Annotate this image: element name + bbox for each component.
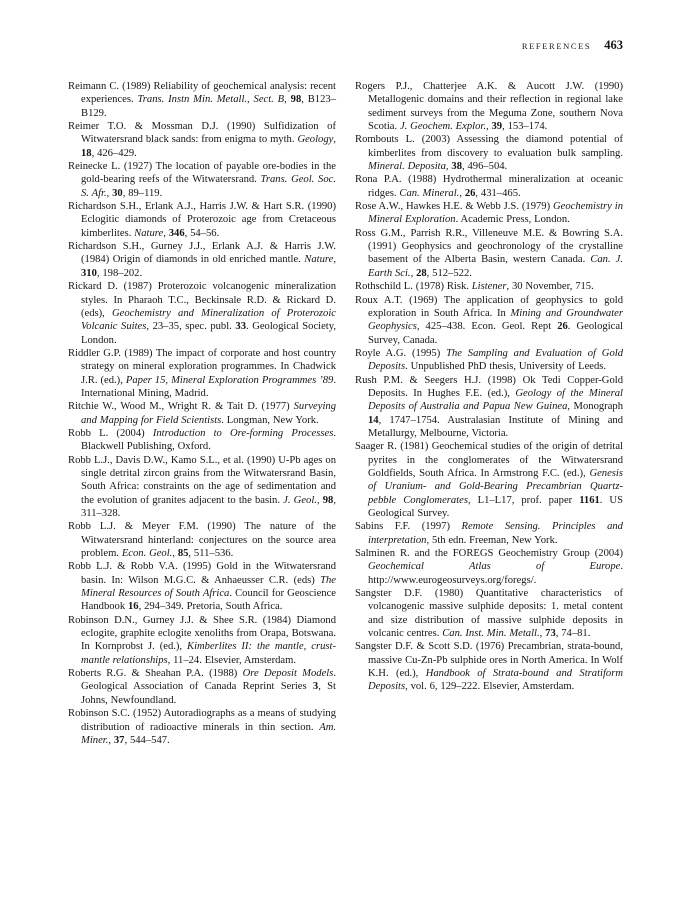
reference-title-italic: Geochemistry in Mineral Exploration (368, 201, 623, 226)
reference-title-italic: Trans. Instn Min. Metall., Sect. B (137, 94, 285, 106)
reference-entry (355, 440, 623, 520)
reference-entry (68, 454, 336, 521)
reference-text: , (333, 134, 336, 146)
reference-title-italic: Handbook of Strata-bound and Stratiform Deposits (368, 668, 623, 693)
reference-volume-bold: 26 (557, 321, 568, 333)
reference-entry (355, 520, 623, 547)
reference-text: , (316, 494, 323, 506)
reference-volume-bold: 26 (464, 187, 476, 199)
reference-volume-bold: 1161 (579, 494, 600, 506)
reference-volume-bold: 39 (491, 121, 503, 133)
reference-title-italic: Mineral. Deposita (368, 161, 446, 173)
reference-title-italic: Econ. Geol. (121, 548, 173, 560)
page-number: 463 (604, 38, 623, 52)
reference-text: . US Geological Survey. (368, 494, 623, 519)
reference-volume-bold: 30 (112, 187, 123, 199)
reference-text: Riddler G.P. (1989) The impact of corporate and host country strategy on mineral exploration programmes. In Chadwick J.R. (ed.), (68, 347, 336, 386)
reference-text: Robb L.J. & Meyer F.M. (1990) The nature of the Witwatersrand hinterland: conjectures on the source area problem. (68, 521, 336, 560)
reference-text: , 425–438. Econ. Geol. Rept (416, 321, 558, 333)
reference-entry (68, 200, 336, 240)
reference-text: , (459, 187, 465, 199)
reference-title-italic: Can. Inst. Min. Metall. (442, 628, 540, 640)
reference-volume-bold: 33 (235, 321, 246, 333)
reference-text: , 30 November, 715. (506, 281, 594, 293)
reference-text: , 89–119. (122, 187, 163, 199)
reference-entry (68, 120, 336, 160)
reference-volume-bold: 28 (416, 267, 427, 279)
reference-text: . International Mining, Madrid. (81, 374, 336, 399)
reference-text: Sabins F.F. (1997) (355, 521, 462, 533)
reference-title-italic: The Mineral Resources of South Africa (81, 574, 336, 600)
reference-text: . Academic Press, London. (455, 214, 570, 226)
reference-text: , 153–174. (502, 121, 548, 133)
reference-entry (355, 547, 623, 587)
reference-text: Sangster D.F. & Scott S.D. (1976) Precambrian, strata-bound, massive Cu-Zn-Pb sulphide ores in North America. In Wolf K.H. (ed.), (355, 641, 623, 680)
reference-text: , 5th edn. Freeman, New York. (426, 534, 558, 546)
reference-volume-bold: 14 (368, 414, 379, 426)
reference-text: Richardson S.H., Erlank A.J., Harris J.W. & Hart S.R. (1990) Eclogitic diamonds of Proterozoic age from Cretaceous kimberlites. (68, 201, 336, 239)
reference-text: , (284, 94, 291, 106)
reference-text: , (106, 187, 113, 199)
reference-text: , (445, 161, 452, 173)
reference-text: Rogers P.J., Chatterjee A.K. & Aucott J.W. (1990) Metallogenic domains and their reflection in regional lake sediment surveys from the Meguma Zone, southern Nova Scotia. (355, 81, 623, 133)
reference-title-italic: Can. Mineral. (399, 187, 460, 199)
reference-entry (68, 520, 336, 560)
reference-text: , 544–547. (124, 734, 170, 746)
reference-text: . Geological Society, London. (81, 321, 336, 346)
reference-text: Sangster D.F. (1980) Quantitative characteristics of volcanogenic massive sulphide deposits: 1. metal content and size distribution of massive sulphide deposits in volcanic centres. (355, 588, 623, 640)
reference-text: , 1747–1754. Australasian Institute of Mining and Metallurgy, Melbourne, Victoria. (368, 414, 623, 439)
reference-title-italic: Kimberlites II: the mantle, crust-mantle relationships (81, 641, 336, 666)
reference-text: , 311–328. (81, 494, 336, 519)
reference-volume-bold: 37 (113, 734, 125, 746)
reference-text: , vol. 6, 129–222. Elsevier, Amsterdam. (405, 681, 575, 693)
reference-text: , 294–349. Pretoria, South Africa. (138, 601, 283, 613)
reference-text: , 54–56. (184, 227, 220, 239)
reference-text: Robinson S.C. (1952) Autoradiographs as a means of studying distribution of radioactive minerals in thin section. (68, 708, 336, 733)
reference-text: , 23–35, spec. publ. (146, 321, 236, 333)
reference-title-italic: Geochemical Atlas of Europe (368, 561, 621, 573)
reference-entry (68, 707, 336, 747)
reference-volume-bold: 98 (290, 94, 302, 106)
reference-title-italic: Introduction to Ore-forming Processes (152, 427, 334, 439)
reference-title-italic: Listener (471, 281, 507, 293)
reference-title-italic: Trans. Geol. Soc. S. Afr. (81, 174, 336, 199)
reference-text: . Council for Geoscience Handbook (81, 588, 336, 613)
reference-text: Ritchie W., Wood M., Wright R. & Tait D. (1977) (68, 401, 294, 413)
reference-title-italic: Geology of the Mineral Deposits of Australia and Papua New Guinea (368, 387, 623, 413)
reference-text: , 198–202. (96, 267, 143, 279)
reference-text: Saager R. (1981) Geochemical studies of the origin of detrital pyrites in the conglomerates of the Witwatersrand Goldfields, South Africa. In Armstrong F.C. (ed.), (355, 441, 623, 479)
reference-entry (68, 240, 336, 280)
reference-text: Rombouts L. (2003) Assessing the diamond potential of kimberlites from discovery to evaluation bulk sampling. (355, 134, 623, 159)
reference-text: Robb L.J., Davis D.W., Kamo S.L., et al. (1990) U-Pb ages on single detrital zircon grains from the Witwatersrand Basin, South Africa: constraints on the age of sedimentation and the evolution of granites adjacent to the basin. (68, 454, 336, 506)
reference-entry (68, 560, 336, 613)
reference-text: Rothschild L. (1978) Risk. (355, 281, 472, 293)
reference-text: , B123–B129. (81, 94, 336, 119)
reference-text: Rickard D. (1987) Proterozoic volcanogenic mineralization styles. In Pharaoh T.C., Beckinsale R.D. & Rickard D. (eds), (68, 281, 336, 319)
reference-entry (355, 80, 623, 133)
reference-text: Ross G.M., Parrish R.R., Villeneuve M.E. & Bowring S.A. (1991) Geophysics and geochronology of the crystalline basement of the Alberta Basin, western Canada. (355, 227, 623, 266)
reference-entry (355, 227, 623, 280)
reference-title-italic: Nature (304, 254, 334, 266)
reference-title-italic: Am. Miner. (81, 721, 336, 746)
reference-entry (355, 173, 623, 200)
reference-text: , 512–522. (426, 267, 472, 279)
reference-text: Rush P.M. & Seegers H.J. (1998) Ok Tedi Copper-Gold Deposits. In Hughes F.E. (ed.), (355, 374, 623, 399)
reference-entry (68, 160, 336, 200)
reference-text: . http://www.eurogeosurveys.org/foregs/. (368, 561, 623, 586)
reference-entry (68, 280, 336, 347)
reference-text: , Monograph (567, 401, 623, 413)
reference-title-italic: Remote Sensing. Principles and interpretation (368, 521, 623, 546)
page-header (68, 36, 623, 54)
reference-text: Reimer T.O. & Mossman D.J. (1990) Sulfidization of Witwatersrand black sands: from enigma to myth. (68, 121, 336, 146)
reference-entry (355, 294, 623, 347)
reference-title-italic: The Sampling and Evaluation of Gold Deposits (368, 347, 623, 373)
reference-text: Robb L.J. & Robb V.A. (1995) Gold in the Witwatersrand basin. In: Wilson M.G.C. & Anhaeusser C.R. (eds) (68, 561, 336, 586)
reference-text: Richardson S.H., Gurney J.J., Erlank A.J. & Harris J.W. (1984) Origin of diamonds in old enriched mantle. (68, 241, 336, 266)
reference-text: Robb L. (2004) (68, 427, 153, 439)
reference-entry (68, 667, 336, 707)
reference-text: , 11–24. Elsevier, Amsterdam. (167, 654, 296, 666)
reference-text: , St Johns, Newfoundland. (81, 681, 336, 706)
reference-text: Rona P.A. (1988) Hydrothermal mineralization at oceanic ridges. (355, 174, 623, 199)
reference-entry (355, 347, 623, 374)
reference-entry (355, 133, 623, 173)
reference-volume-bold: 85 (177, 548, 189, 560)
reference-entry (355, 280, 623, 293)
reference-text: , L1–L17, prof. paper (467, 494, 580, 506)
reference-text: , 74–81. (555, 628, 591, 640)
reference-text: , (172, 548, 178, 560)
reference-text: , (486, 121, 492, 133)
reference-title-italic: Geochemistry and Mineralization of Proterozoic Volcanic Suites (81, 307, 336, 333)
references-left-column (68, 80, 336, 747)
reference-title-italic: Ore Deposit Models (242, 668, 334, 680)
reference-text: Robinson D.N., Gurney J.J. & Shee S.R. (1984) Diamond eclogite, graphite eclogite xenoliths from Orapa, Botswana. In Kornprobst J. (ed.), (68, 614, 336, 653)
reference-entry (68, 427, 336, 454)
reference-entry (355, 374, 623, 441)
reference-text: . Unpublished PhD thesis, University of Leeds. (405, 361, 607, 373)
reference-text: , (333, 254, 336, 266)
reference-text: , 431–465. (475, 187, 521, 199)
reference-volume-bold: 98 (322, 494, 334, 506)
reference-text: Roberts R.G. & Sheahan P.A. (1988) (68, 668, 243, 680)
reference-title-italic: Geology (297, 134, 334, 146)
reference-text: . Geological Association of Canada Reprint Series (81, 668, 336, 693)
reference-text: , (108, 734, 114, 746)
reference-entry (355, 200, 623, 227)
reference-volume-bold: 18 (81, 147, 92, 159)
reference-text: , (163, 227, 169, 239)
reference-title-italic: Nature (134, 227, 164, 239)
reference-text: Reimann C. (1989) Reliability of geochemical analysis: recent experiences. (68, 81, 336, 106)
reference-text: , (539, 628, 546, 640)
reference-text: . Blackwell Publishing, Oxford. (81, 427, 336, 453)
reference-volume-bold: 346 (168, 227, 185, 239)
reference-entry (68, 614, 336, 667)
reference-entry (355, 587, 623, 640)
reference-volume-bold: 16 (127, 601, 139, 613)
running-title: REFERENCES (521, 41, 592, 51)
reference-text: Rose A.W., Hawkes H.E. & Webb J.S. (1979) (355, 201, 554, 213)
reference-title-italic: J. Geochem. Explor. (399, 121, 486, 133)
reference-volume-bold: 3 (312, 681, 319, 693)
reference-title-italic: Can. J. Earth Sci. (368, 254, 624, 279)
reference-volume-bold: 310 (81, 267, 97, 279)
reference-text: , 426–429. (91, 147, 137, 159)
references-columns (68, 80, 623, 747)
reference-text: Salminen R. and the FOREGS Geochemistry Group (2004) (355, 548, 623, 560)
references-right-column (355, 80, 623, 747)
reference-volume-bold: 38 (451, 161, 462, 173)
reference-text: , 496–504. (461, 161, 508, 173)
reference-title-italic: Surveying and Mapping for Field Scientists (81, 401, 336, 426)
reference-title-italic: J. Geol. (283, 494, 317, 506)
reference-entry (355, 640, 623, 693)
reference-text: Roux A.T. (1969) The application of geophysics to gold exploration in South Africa. In (355, 294, 623, 319)
reference-volume-bold: 73 (545, 628, 556, 640)
reference-title-italic: Paper 15, Mineral Exploration Programmes ’89 (125, 374, 334, 386)
reference-title-italic: Mining and Groundwater Geophysics (368, 307, 624, 333)
reference-entry (68, 400, 336, 427)
reference-title-italic: Genesis of Uranium- and Gold-Bearing Precambrian Quartz-pebble Conglomerates (368, 467, 623, 506)
reference-text: Royle A.G. (1995) (355, 347, 447, 359)
reference-text: , (410, 267, 417, 279)
reference-text: . Geological Survey, Canada. (368, 321, 623, 346)
reference-entry (68, 347, 336, 400)
reference-entry (68, 80, 336, 120)
reference-text: Reinecke L. (1927) The location of payable ore-bodies in the gold-bearing reefs of the Witwatersrand. (68, 161, 336, 186)
reference-text: . Longman, New York. (221, 414, 319, 426)
reference-text: , 511–536. (188, 548, 234, 560)
